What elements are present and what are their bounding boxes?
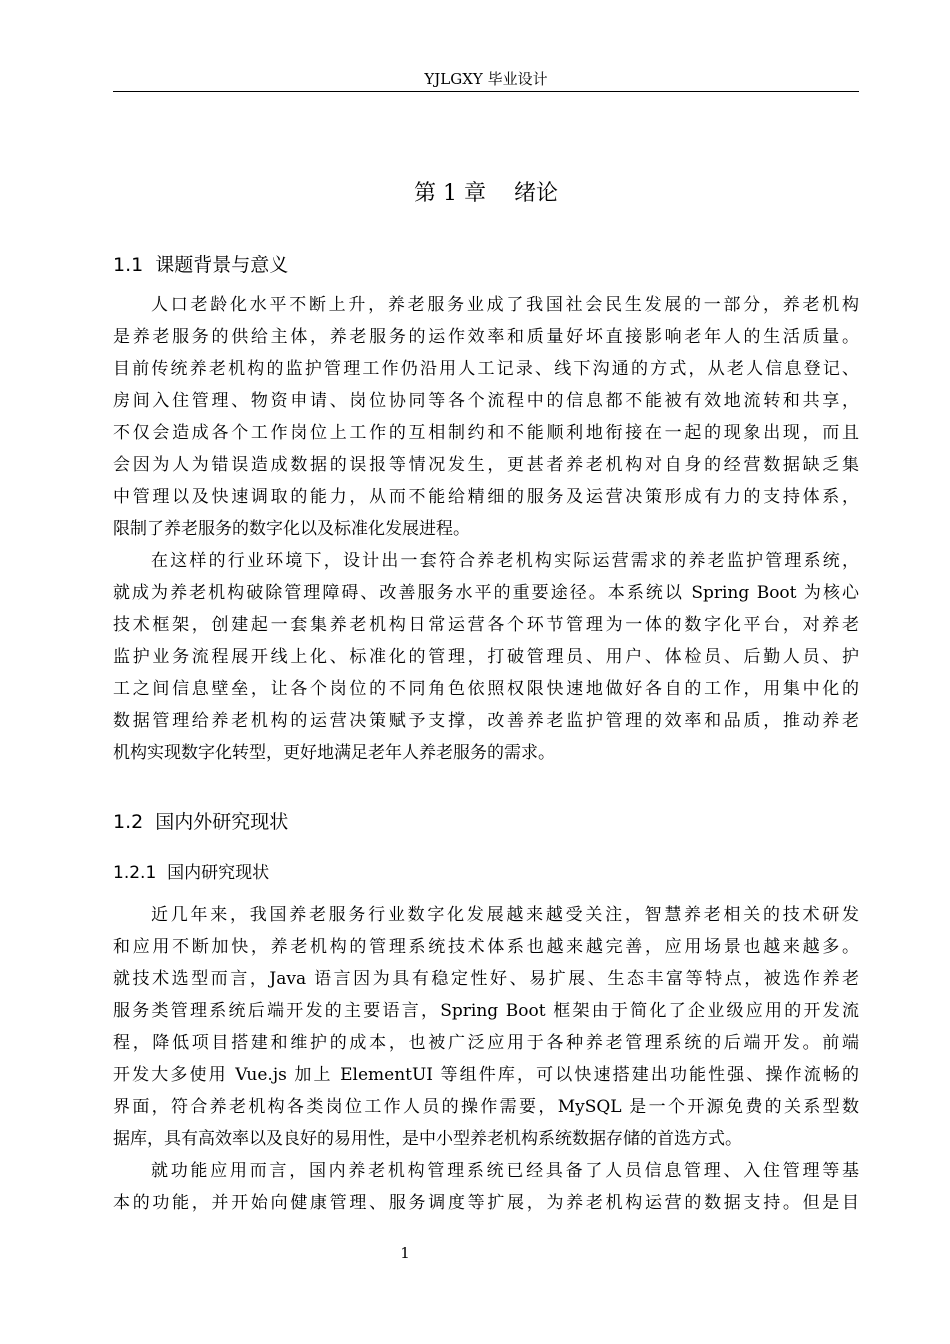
paragraph-1-1-b: [113, 545, 859, 769]
text-line: 就技术选型而言，Java 语言因为具有稳定性好、易扩展、生态丰富等特点，被选作养老: [113, 969, 859, 989]
text-line: 工之间信息壁垒，让各个岗位的不同角色依照权限快速地做好各自的工作，用集中化的: [113, 679, 859, 699]
text-line: 和应用不断加快，养老机构的管理系统技术体系也越来越完善，应用场景也越来越多。: [113, 937, 859, 957]
text-line: 机构实现数字化转型，更好地满足老年人养老服务的需求。: [113, 743, 555, 763]
text-line: 限制了养老服务的数字化以及标准化发展进程。: [113, 519, 470, 539]
text-line: 据库，具有高效率以及良好的易用性，是中小型养老机构系统数据存储的首选方式。: [113, 1129, 742, 1149]
running-header: YJLGXY 毕业设计: [424, 70, 548, 88]
text-line: 界面，符合养老机构各类岗位工作人员的操作需要，MySQL 是一个开源免费的关系型数: [113, 1097, 859, 1117]
text-line: 就成为养老机构破除管理障碍、改善服务水平的重要途径。本系统以 Spring Boot 为核心: [113, 583, 859, 603]
text-line: 程，降低项目搭建和维护的成本，也被广泛应用于各种养老管理系统的后端开发。前端: [113, 1033, 859, 1053]
text-line: 本的功能，并开始向健康管理、服务调度等扩展，为养老机构运营的数据支持。但是目: [113, 1193, 859, 1213]
text-line: 在这样的行业环境下，设计出一套符合养老机构实际运营需求的养老监护管理系统，: [151, 551, 859, 571]
text-line: 技术框架，创建起一套集养老机构日常运营各个环节管理为一体的数字化平台，对养老: [113, 615, 859, 635]
text-line: 人口老龄化水平不断上升，养老服务业成了我国社会民生发展的一部分，养老机构: [151, 295, 859, 315]
section-heading-1-2: 1.2 国内外研究现状: [113, 811, 289, 833]
text-line: 是养老服务的供给主体，养老服务的运作效率和质量好坏直接影响老年人的生活质量。: [113, 327, 859, 347]
text-line: 会因为人为错误造成数据的误报等情况发生，更甚者养老机构对自身的经营数据缺乏集: [113, 455, 859, 475]
text-line: 数据管理给养老机构的运营决策赋予支撑，改善养老监护管理的效率和品质，推动养老: [113, 711, 859, 731]
text-line: 就功能应用而言，国内养老机构管理系统已经具备了人员信息管理、入住管理等基: [151, 1161, 859, 1181]
text-line: 中管理以及快速调取的能力，从而不能给精细的服务及运营决策形成有力的支持体系，: [113, 487, 859, 507]
text-line: 开发大多使用 Vue.js 加上 ElementUI 等组件库，可以快速搭建出功能性强、操作流畅的: [113, 1065, 859, 1085]
text-line: 服务类管理系统后端开发的主要语言，Spring Boot 框架由于简化了企业级应用的开发流: [113, 1001, 859, 1021]
page-number: 1: [400, 1244, 410, 1262]
text-line: 房间入住管理、物资申请、岗位协同等各个流程中的信息都不能被有效地流转和共享，: [113, 391, 859, 411]
header-rule: [113, 91, 859, 92]
subsection-heading-1-2-1: 1.2.1 国内研究现状: [113, 863, 270, 883]
chapter-title: 第 1 章 绪论: [414, 181, 558, 206]
paragraph-1-1-a: [113, 289, 859, 545]
paragraph-1-2-1-a: [113, 899, 859, 1155]
paragraph-1-2-1-b: [113, 1155, 859, 1219]
text-line: 监护业务流程展开线上化、标准化的管理，打破管理员、用户、体检员、后勤人员、护: [113, 647, 859, 667]
text-line: 目前传统养老机构的监护管理工作仍沿用人工记录、线下沟通的方式，从老人信息登记、: [113, 359, 859, 379]
text-line: 不仅会造成各个工作岗位上工作的互相制约和不能顺利地衔接在一起的现象出现，而且: [113, 423, 859, 443]
text-line: 近几年来，我国养老服务行业数字化发展越来越受关注，智慧养老相关的技术研发: [151, 905, 859, 925]
section-heading-1-1: 1.1 课题背景与意义: [113, 254, 289, 276]
